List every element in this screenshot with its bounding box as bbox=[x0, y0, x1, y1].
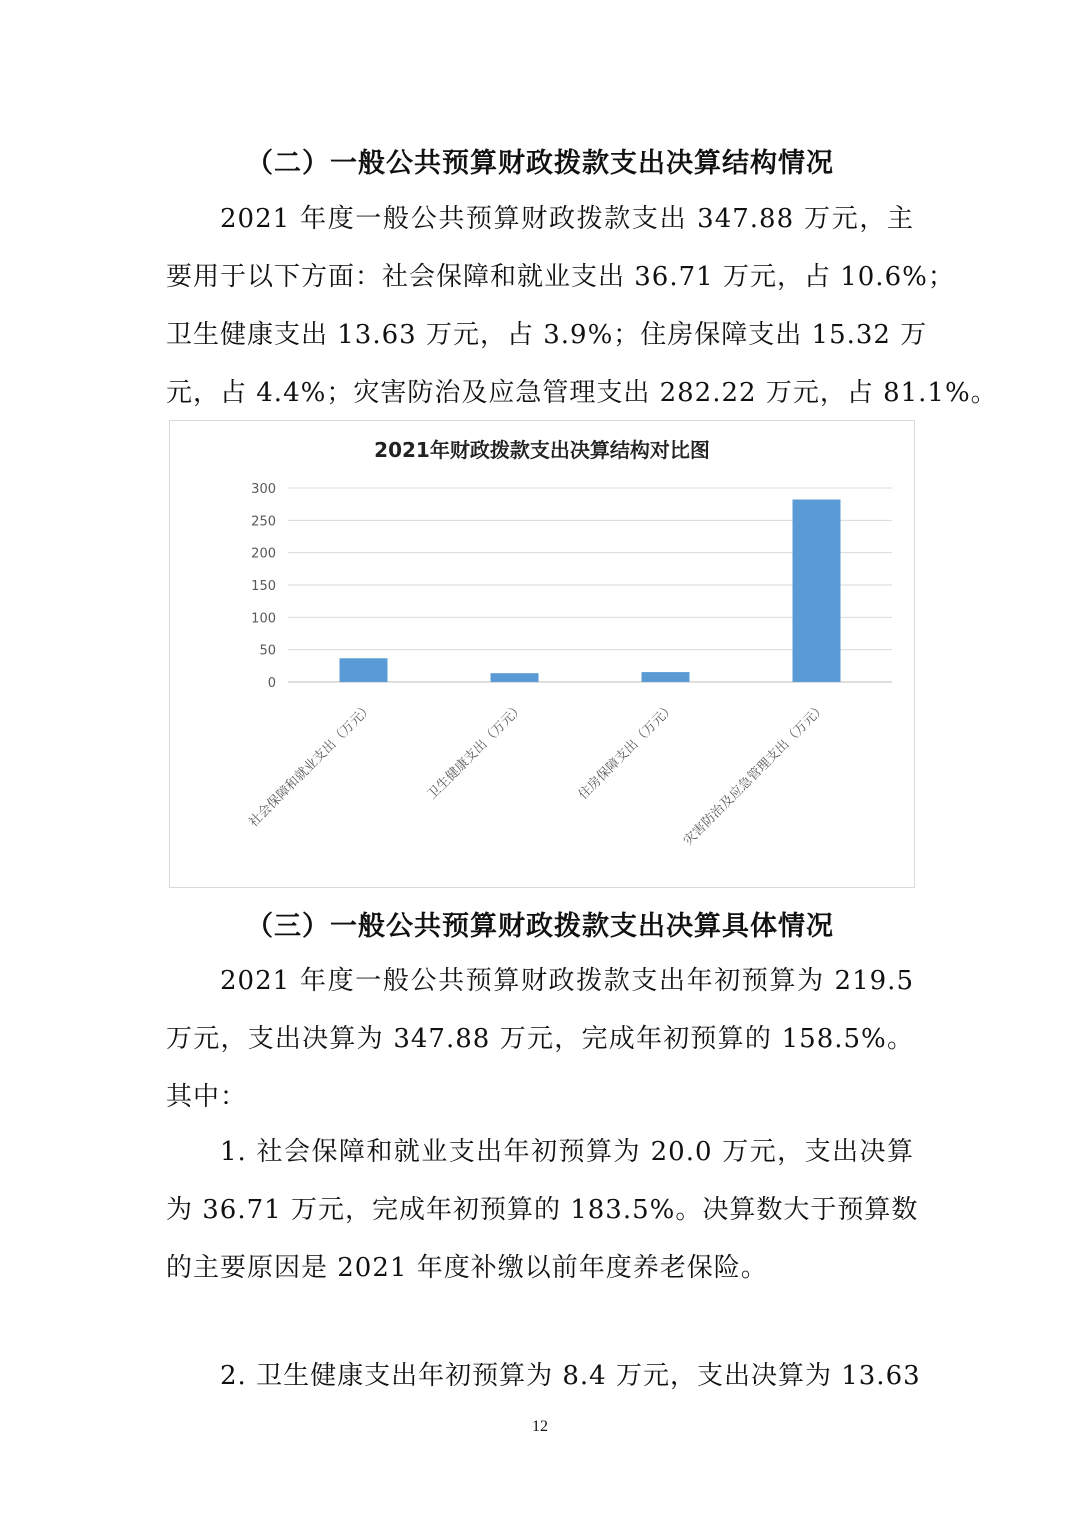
bar bbox=[340, 658, 388, 682]
x-category-label: 住房保障支出（万元） bbox=[575, 700, 679, 803]
y-tick-label: 150 bbox=[251, 579, 276, 594]
text-line: 元，占 4.4%；灾害防治及应急管理支出 282.22 万元，占 81.1%。 bbox=[166, 378, 998, 408]
x-category-label: 灾害防治及应急管理支出（万元） bbox=[680, 700, 830, 849]
text-line: 2021 年度一般公共预算财政拨款支出年初预算为 219.5 bbox=[220, 966, 914, 996]
bar bbox=[491, 673, 539, 682]
text-line: 卫生健康支出 13.63 万元，占 3.9%；住房保障支出 15.32 万 bbox=[166, 320, 928, 350]
x-category-label: 社会保障和就业支出（万元） bbox=[246, 700, 377, 831]
section2-heading: （二）一般公共预算财政拨款支出决算结构情况 bbox=[246, 148, 834, 179]
page-number: 12 bbox=[532, 1418, 548, 1435]
bar-chart-svg bbox=[170, 421, 914, 887]
y-tick-label: 200 bbox=[251, 546, 276, 562]
y-tick-label: 50 bbox=[259, 643, 276, 659]
text-line: 其中： bbox=[166, 1082, 248, 1112]
bar bbox=[642, 672, 690, 682]
chart-title: 2021年财政拨款支出决算结构对比图 bbox=[374, 438, 710, 462]
text-line: 的主要原因是 2021 年度补缴以前年度养老保险。 bbox=[166, 1253, 768, 1283]
text-line: 2. 卫生健康支出年初预算为 8.4 万元，支出决算为 13.63 bbox=[220, 1361, 921, 1391]
section3-paragraph-1 bbox=[166, 952, 914, 1126]
text-line: 1. 社会保障和就业支出年初预算为 20.0 万元，支出决算 bbox=[220, 1137, 914, 1167]
text-line: 为 36.71 万元，完成年初预算的 183.5%。决算数大于预算数 bbox=[166, 1195, 919, 1225]
bar bbox=[793, 499, 841, 682]
text-line: 要用于以下方面：社会保障和就业支出 36.71 万元，占 10.6%； bbox=[166, 262, 955, 292]
y-tick-label: 300 bbox=[251, 482, 276, 497]
text-line: 万元，支出决算为 347.88 万元，完成年初预算的 158.5%。 bbox=[166, 1024, 914, 1054]
bar-chart bbox=[169, 420, 915, 888]
y-tick-label: 0 bbox=[267, 676, 276, 691]
section3-heading: （三）一般公共预算财政拨款支出决算具体情况 bbox=[246, 911, 834, 942]
y-tick-label: 100 bbox=[251, 611, 276, 627]
section3-paragraph-3 bbox=[166, 1347, 921, 1405]
x-category-label: 卫生健康支出（万元） bbox=[424, 700, 528, 803]
text-line: 2021 年度一般公共预算财政拨款支出 347.88 万元，主 bbox=[220, 204, 914, 234]
section2-paragraph bbox=[166, 190, 998, 422]
section3-paragraph-2 bbox=[166, 1123, 919, 1297]
y-tick-label: 250 bbox=[251, 514, 276, 530]
